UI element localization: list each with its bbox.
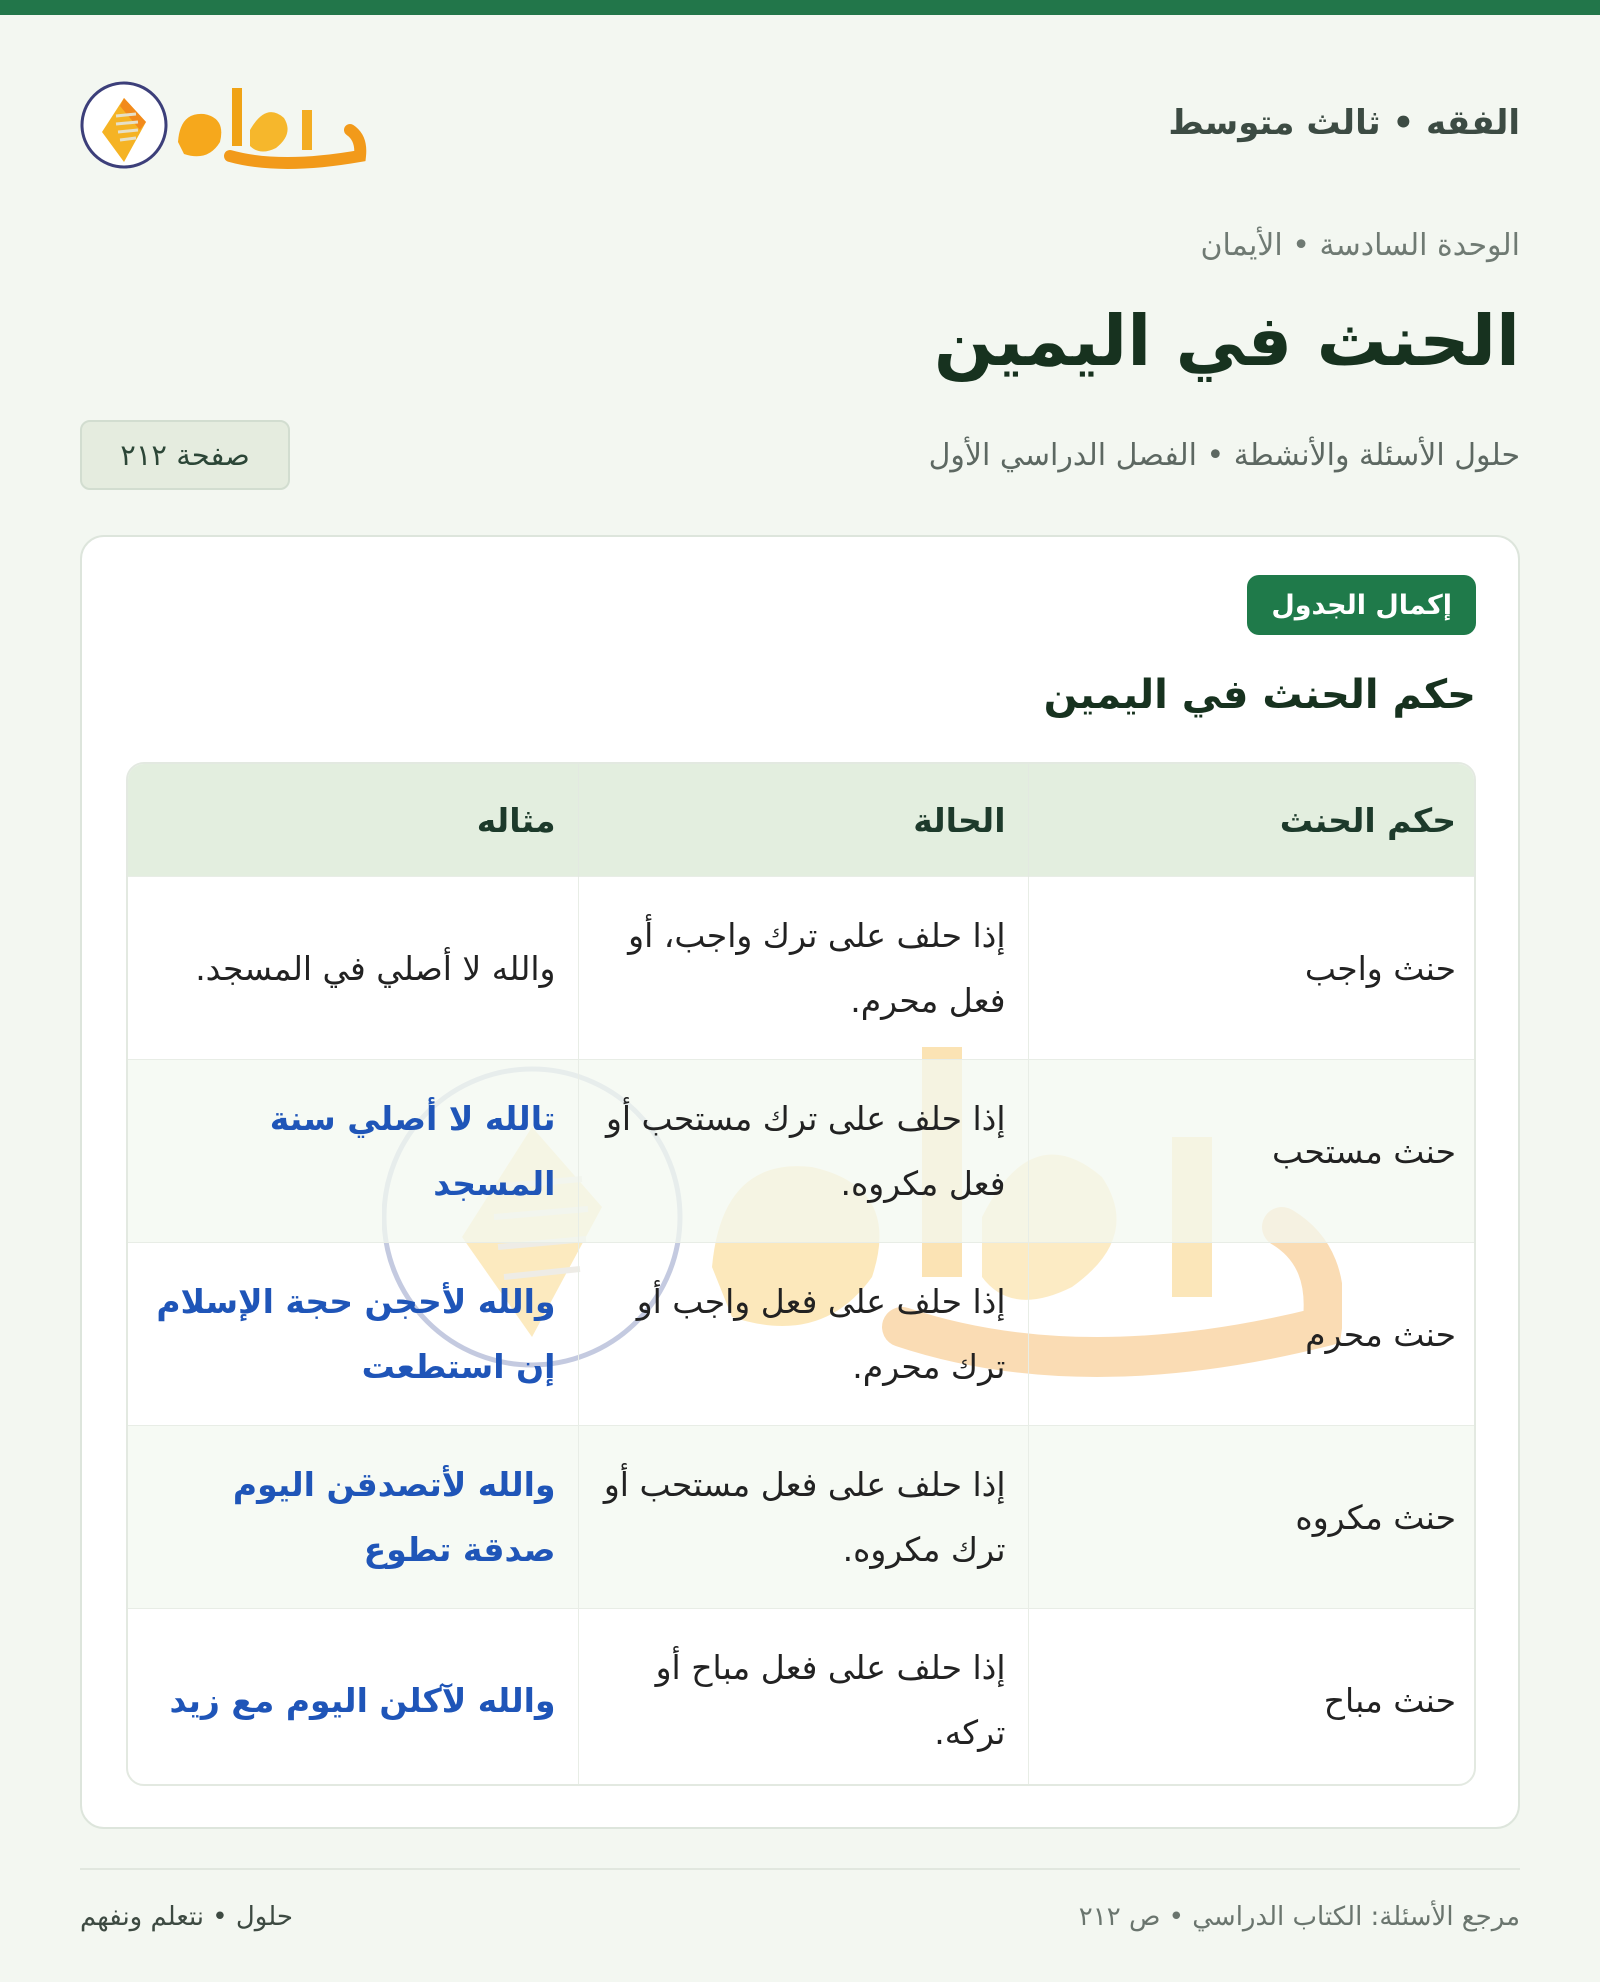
table-header-row	[128, 764, 1476, 877]
ruling-table	[128, 764, 1476, 1786]
case-cell: إذا حلف على ترك مستحب أو فعل مكروه.	[578, 1060, 1028, 1243]
page-number-badge: صفحة ٢١٢	[80, 420, 290, 490]
case-cell: إذا حلف على فعل مستحب أو ترك مكروه.	[578, 1426, 1028, 1609]
case-cell: إذا حلف على ترك واجب، أو فعل محرم.	[578, 877, 1028, 1060]
subject-grade: الفقه • ثالث متوسط	[1168, 103, 1520, 143]
column-header-ruling: حكم الحنث	[1028, 764, 1476, 877]
ruling-cell: حنث مستحب	[1028, 1060, 1476, 1243]
hulul-logo[interactable]	[80, 70, 370, 180]
footer-divider	[80, 1868, 1520, 1870]
case-cell: إذا حلف على فعل مباح أو تركه.	[578, 1609, 1028, 1787]
answer-cell: تالله لا أصلي سنة المسجد	[128, 1060, 578, 1243]
table-row	[128, 1426, 1476, 1609]
table-row	[128, 877, 1476, 1060]
ruling-cell: حنث محرم	[1028, 1243, 1476, 1426]
answer-cell: والله لآكلن اليوم مع زيد	[128, 1609, 578, 1787]
page-title: الحنث في اليمين	[933, 300, 1520, 382]
example-cell: والله لا أصلي في المسجد.	[128, 877, 578, 1060]
exercise-card	[80, 535, 1520, 1829]
ruling-cell: حنث واجب	[1028, 877, 1476, 1060]
exercise-type-chip: إكمال الجدول	[1247, 575, 1476, 635]
column-header-case: الحالة	[578, 764, 1028, 877]
ruling-table-wrapper	[126, 762, 1476, 1786]
top-accent-bar	[0, 0, 1600, 15]
column-header-example: مثاله	[128, 764, 578, 877]
page-header	[80, 70, 1520, 180]
table-row	[128, 1609, 1476, 1787]
lesson-subtitle: حلول الأسئلة والأنشطة • الفصل الدراسي الأول	[928, 438, 1520, 473]
table-row	[128, 1060, 1476, 1243]
footer-reference: مرجع الأسئلة: الكتاب الدراسي • ص ٢١٢	[1078, 1902, 1520, 1932]
unit-label: الوحدة السادسة • الأيمان	[1200, 228, 1520, 263]
ruling-cell: حنث مباح	[1028, 1609, 1476, 1787]
footer-brand: حلول • نتعلم ونفهم	[80, 1902, 293, 1932]
case-cell: إذا حلف على فعل واجب أو ترك محرم.	[578, 1243, 1028, 1426]
answer-cell: والله لأتصدقن اليوم صدقة تطوع	[128, 1426, 578, 1609]
exercise-title: حكم الحنث في اليمين	[1043, 672, 1476, 718]
ruling-cell: حنث مكروه	[1028, 1426, 1476, 1609]
answer-cell: والله لأحجن حجة الإسلام إن استطعت	[128, 1243, 578, 1426]
table-row	[128, 1243, 1476, 1426]
